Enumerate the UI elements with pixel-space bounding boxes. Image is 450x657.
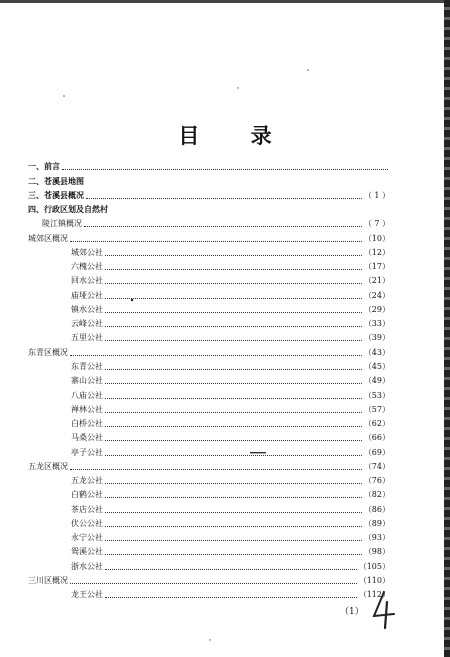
- toc-entry-label: 八庙公社: [71, 390, 103, 400]
- toc-entry-page: （82）: [363, 490, 390, 500]
- toc-entry-label: 东青区概况: [28, 347, 68, 357]
- toc-entry: [28, 486, 390, 500]
- toc-entry: [28, 315, 390, 329]
- toc-entry: [28, 187, 390, 201]
- toc-dot-leader: [105, 512, 362, 513]
- toc-entry-label: 回水公社: [71, 276, 103, 286]
- toc-entry-page: （66）: [363, 433, 390, 443]
- toc-entry-label: 马桑公社: [71, 433, 103, 443]
- toc-dot-leader: [105, 569, 357, 570]
- toc-entry-page: （57）: [363, 404, 390, 414]
- toc-entry-page: （21）: [363, 276, 390, 286]
- toc-entry-label: 龙王公社: [71, 590, 103, 600]
- toc-dot-leader: [105, 497, 362, 498]
- toc-dot-leader: [105, 255, 362, 256]
- toc-entry-page: （12）: [363, 247, 390, 257]
- toc-dot-leader: [105, 412, 362, 413]
- toc-entry-label: 三川区概况: [28, 575, 68, 585]
- toc-entry: [28, 158, 390, 172]
- toc-entry-page: （33）: [363, 319, 390, 329]
- toc-dot-leader: [84, 226, 362, 227]
- toc-dot-leader: [105, 326, 362, 327]
- toc-entry: [28, 201, 390, 215]
- toc-dot-leader: [105, 554, 362, 555]
- toc-entry-page: （69）: [363, 447, 390, 457]
- toc-dot-leader: [105, 483, 362, 484]
- toc-entry-page: （45）: [363, 361, 390, 371]
- toc-entry-page: （93）: [363, 533, 390, 543]
- toc-dot-leader: [105, 398, 362, 399]
- toc-entry: [28, 415, 390, 429]
- toc-entry: [28, 529, 390, 543]
- page-title: 目 录: [178, 123, 294, 148]
- toc-entry-label: 陵江镇概况: [42, 219, 82, 229]
- scan-edge-right: [444, 0, 450, 657]
- toc-dot-leader: [105, 269, 362, 270]
- toc-entry: [28, 458, 390, 472]
- toc-entry-label: 亭子公社: [71, 447, 103, 457]
- toc-dot-leader: [105, 426, 362, 427]
- toc-entry-page: （110）: [358, 575, 390, 585]
- toc-dot-leader: [105, 369, 362, 370]
- toc-entry-label: 寨山公社: [71, 376, 103, 386]
- toc-entry-label: 三、苍溪县概况: [28, 189, 84, 200]
- toc-dot-leader: [70, 241, 362, 242]
- toc-entry: [28, 472, 390, 486]
- toc-dot-leader: [105, 340, 362, 341]
- toc-entry-label: 镇水公社: [71, 304, 103, 314]
- toc-entry-page: （43）: [363, 347, 390, 357]
- toc-entry: [28, 286, 390, 300]
- toc-entry-page: （17）: [363, 262, 390, 272]
- toc-entry-label: 一、前言: [28, 161, 60, 172]
- toc-entry: [28, 500, 390, 514]
- toc-entry-page: （49）: [363, 376, 390, 386]
- toc-entry: [28, 443, 390, 457]
- toc-entry-label: 五里公社: [71, 333, 103, 343]
- toc-entry-label: 浙水公社: [71, 561, 103, 571]
- toc-entry-label: 城郊公社: [71, 247, 103, 257]
- toc-entry-page: （105）: [358, 561, 390, 571]
- toc-entry: [28, 401, 390, 415]
- toc-dot-leader: [70, 583, 357, 584]
- toc-entry: [28, 301, 390, 315]
- toc-entry-label: 庙垭公社: [71, 290, 103, 300]
- toc-entry: [28, 172, 390, 186]
- toc-dot-leader: [105, 455, 362, 456]
- toc-dot-leader: [105, 540, 362, 541]
- toc-dot-leader: [105, 283, 362, 284]
- toc-entry: [28, 572, 390, 586]
- toc-dot-leader: [70, 355, 362, 356]
- toc-dot-leader: [105, 383, 362, 384]
- page-number: （1）: [340, 607, 364, 617]
- table-of-contents: [28, 158, 390, 600]
- toc-entry-label: 伏公公社: [71, 518, 103, 528]
- toc-entry-label: 白桥公社: [71, 419, 103, 429]
- toc-entry-page: （89）: [363, 518, 390, 528]
- toc-entry-label: 六槐公社: [71, 262, 103, 272]
- toc-entry-page: （98）: [363, 547, 390, 557]
- toc-entry: [28, 244, 390, 258]
- toc-entry-page: （76）: [363, 476, 390, 486]
- toc-entry-page: （62）: [363, 419, 390, 429]
- toc-entry: [28, 557, 390, 571]
- toc-dot-leader: [105, 526, 362, 527]
- toc-dot-leader: [86, 198, 362, 199]
- toc-entry: [28, 386, 390, 400]
- toc-entry-label: 四、行政区划及自然村: [28, 204, 108, 215]
- toc-entry: [28, 343, 390, 357]
- toc-entry-label: 东青公社: [71, 361, 103, 371]
- toc-entry-label: 五龙区概况: [28, 461, 68, 471]
- toc-entry-label: 禅林公社: [71, 404, 103, 414]
- toc-entry-label: 云峰公社: [71, 319, 103, 329]
- toc-entry-page: （29）: [363, 304, 390, 314]
- toc-entry-label: 永宁公社: [71, 533, 103, 543]
- toc-entry-page: （ 1 ）: [363, 190, 390, 200]
- toc-dot-leader: [105, 440, 362, 441]
- toc-entry: [28, 229, 390, 243]
- handwritten-mark: [370, 590, 398, 630]
- toc-dot-leader: [105, 298, 362, 299]
- scan-edge-top: [0, 0, 450, 3]
- toc-entry: [28, 372, 390, 386]
- toc-entry-label: 二、苍溪县地图: [28, 175, 84, 186]
- toc-entry-page: （86）: [363, 504, 390, 514]
- toc-entry: [28, 215, 390, 229]
- toc-entry-label: 城郊区概况: [28, 233, 68, 243]
- toc-entry: [28, 543, 390, 557]
- toc-entry-label: 鸳溪公社: [71, 547, 103, 557]
- toc-dot-leader: [105, 312, 362, 313]
- toc-entry-label: 白鹤公社: [71, 490, 103, 500]
- toc-entry-page: （ 7 ）: [363, 219, 390, 229]
- toc-entry-page: （24）: [363, 290, 390, 300]
- toc-entry: [28, 329, 390, 343]
- toc-entry: [28, 258, 390, 272]
- toc-entry-page: （74）: [363, 461, 390, 471]
- toc-dot-leader: [105, 597, 357, 598]
- toc-entry-label: 茶店公社: [71, 504, 103, 514]
- toc-entry-page: （112）: [358, 590, 390, 600]
- toc-entry: [28, 358, 390, 372]
- toc-entry-page: （39）: [363, 333, 390, 343]
- toc-entry: [28, 429, 390, 443]
- toc-entry: [28, 586, 390, 600]
- toc-entry-page: （53）: [363, 390, 390, 400]
- toc-entry-page: （10）: [363, 233, 390, 243]
- toc-dot-leader: [70, 469, 362, 470]
- toc-entry-label: 五龙公社: [71, 476, 103, 486]
- toc-entry: [28, 272, 390, 286]
- toc-entry: [28, 515, 390, 529]
- toc-dot-leader: [62, 169, 388, 170]
